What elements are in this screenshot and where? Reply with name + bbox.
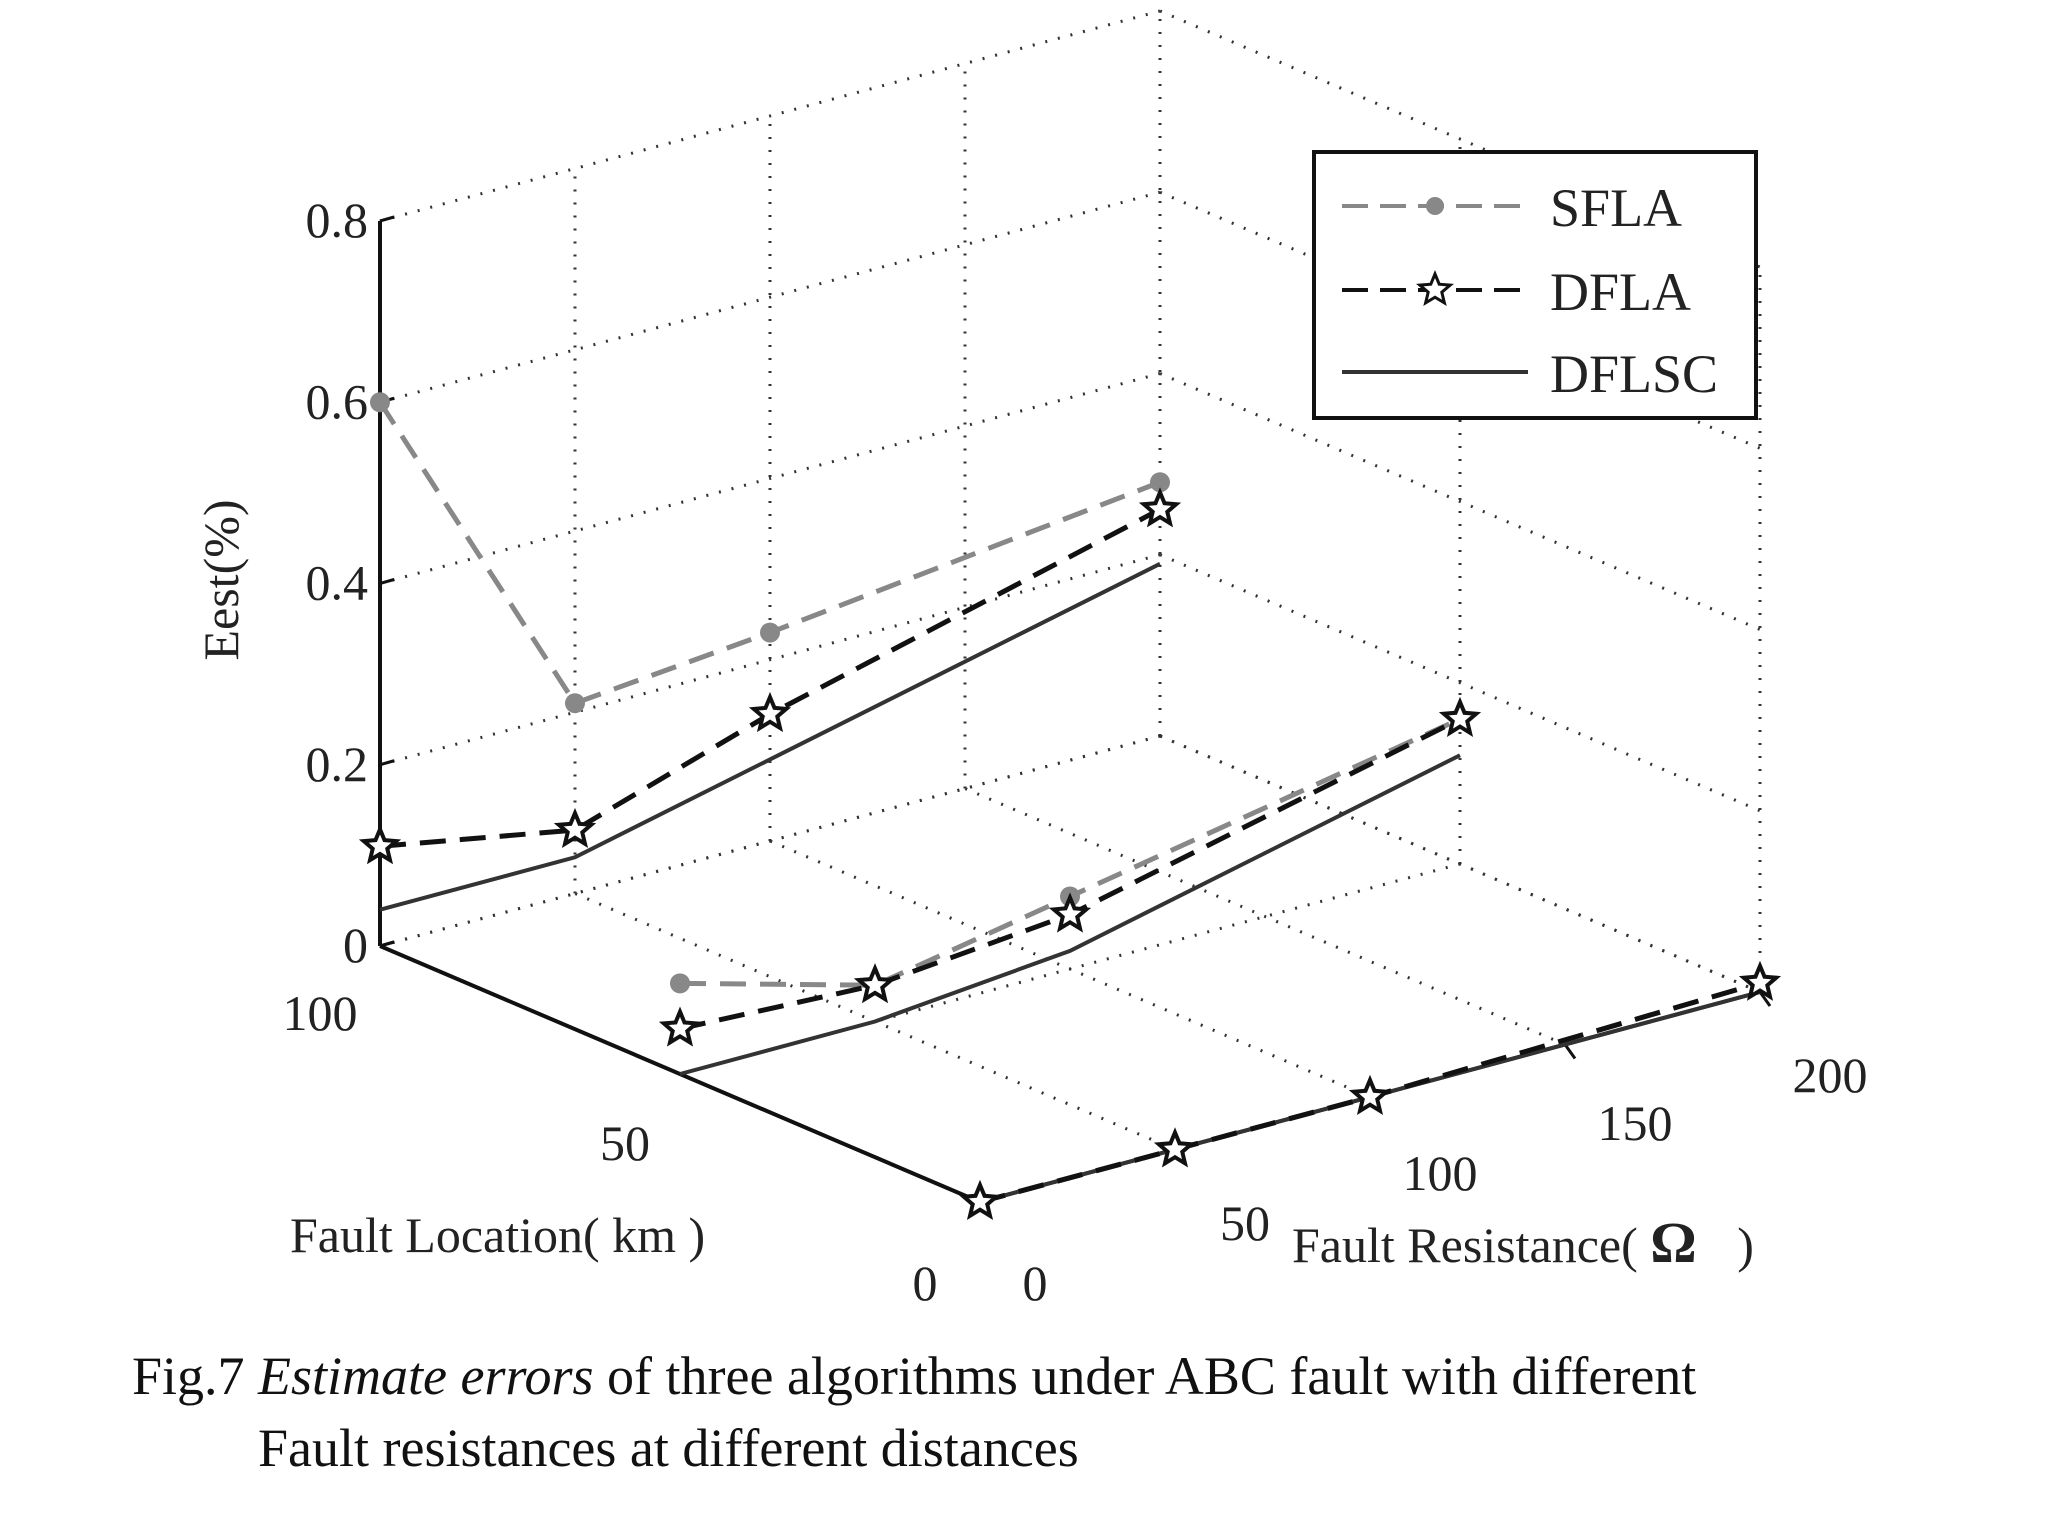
sfla-point-loc-100-r-50 <box>565 693 585 713</box>
dfla-point-loc-0-r-0 <box>964 1185 996 1216</box>
z-tick-mark-1 <box>380 761 394 765</box>
caption-prefix: Fig.7 <box>132 1346 259 1406</box>
x-tick-label-0: 0 <box>912 1255 938 1311</box>
dfla-line-loc-100 <box>380 509 1160 846</box>
dfla-point-loc-50-r-0 <box>664 1012 696 1043</box>
z-axis-label: Eest(%) <box>193 499 249 661</box>
figure-caption <box>132 1340 2012 1484</box>
dfla-line-loc-50 <box>680 719 1460 1029</box>
sfla-point-loc-100-r-0 <box>370 392 390 412</box>
dfla-point-loc-50-r-100 <box>1054 898 1086 929</box>
z-tick-label-0: 0 <box>343 917 368 973</box>
legend-label-dfla: DFLA <box>1550 262 1692 322</box>
x-tick-mark-2 <box>380 942 394 946</box>
legend-marker-sfla <box>1426 197 1444 215</box>
caption-italic: Estimate errors <box>258 1346 594 1406</box>
grid-line-back-z-2 <box>380 374 1160 584</box>
grid-line-floor-r-3 <box>965 789 1565 1045</box>
grid-line-floor-l-2 <box>380 736 1160 946</box>
grid-line-floor-r-2 <box>770 841 1370 1097</box>
caption-rest: of three algorithms under ABC fault with different <box>593 1346 1697 1406</box>
dfla-point-loc-0-r-100 <box>1354 1080 1386 1111</box>
x-tick-label-2: 100 <box>282 985 358 1041</box>
dfla-point-loc-0-r-50 <box>1159 1133 1191 1164</box>
dfla-point-loc-50-r-200 <box>1444 702 1476 733</box>
z-tick-label-4: 0.8 <box>305 192 368 248</box>
dfla-point-loc-100-r-50 <box>559 813 591 844</box>
legend-label-sfla: SFLA <box>1550 178 1683 238</box>
sfla-line-loc-50 <box>680 719 1460 985</box>
sfla-point-loc-50-r-0 <box>670 973 690 993</box>
legend <box>1314 152 1756 418</box>
caption-line-2: Fault resistances at different distances <box>258 1418 1079 1478</box>
z-tick-label-1: 0.2 <box>305 735 368 792</box>
y-axis-label-close: ) <box>1737 1217 1754 1273</box>
y-tick-label-1: 50 <box>1220 1195 1270 1251</box>
dfla-point-loc-0-r-200 <box>1744 966 1776 997</box>
dfla-point-loc-100-r-0 <box>364 829 396 860</box>
y-tick-mark-3 <box>1565 1045 1575 1059</box>
grid-line-back-z-3 <box>380 192 1160 402</box>
y-tick-label-2: 100 <box>1402 1145 1478 1201</box>
series-dflsc <box>380 564 1760 1202</box>
z-tick-mark-4 <box>380 217 394 221</box>
dfla-point-loc-50-r-50 <box>859 968 891 999</box>
y-axis-label-text: Fault Resistance( <box>1292 1217 1638 1273</box>
sfla-point-loc-100-r-100 <box>760 623 780 643</box>
y-tick-label-3: 150 <box>1597 1095 1673 1151</box>
z-tick-label-3: 0.6 <box>305 373 368 430</box>
z-tick-mark-2 <box>380 580 394 584</box>
z-tick-label-2: 0.4 <box>305 554 368 611</box>
x-tick-label-1: 50 <box>600 1115 650 1171</box>
x-axis-label: Fault Location( km ) <box>290 1207 706 1263</box>
y-axis-label <box>1292 1210 1754 1275</box>
grid-line-floor-r-4 <box>1160 736 1760 992</box>
dfla-point-loc-100-r-200 <box>1144 492 1176 523</box>
y-tick-label-0: 0 <box>1022 1255 1048 1311</box>
ohm-symbol: Ω <box>1650 1210 1697 1275</box>
y-tick-label-4: 200 <box>1792 1047 1868 1103</box>
legend-label-dflsc: DFLSC <box>1550 344 1719 404</box>
series-sfla <box>370 392 1770 1212</box>
